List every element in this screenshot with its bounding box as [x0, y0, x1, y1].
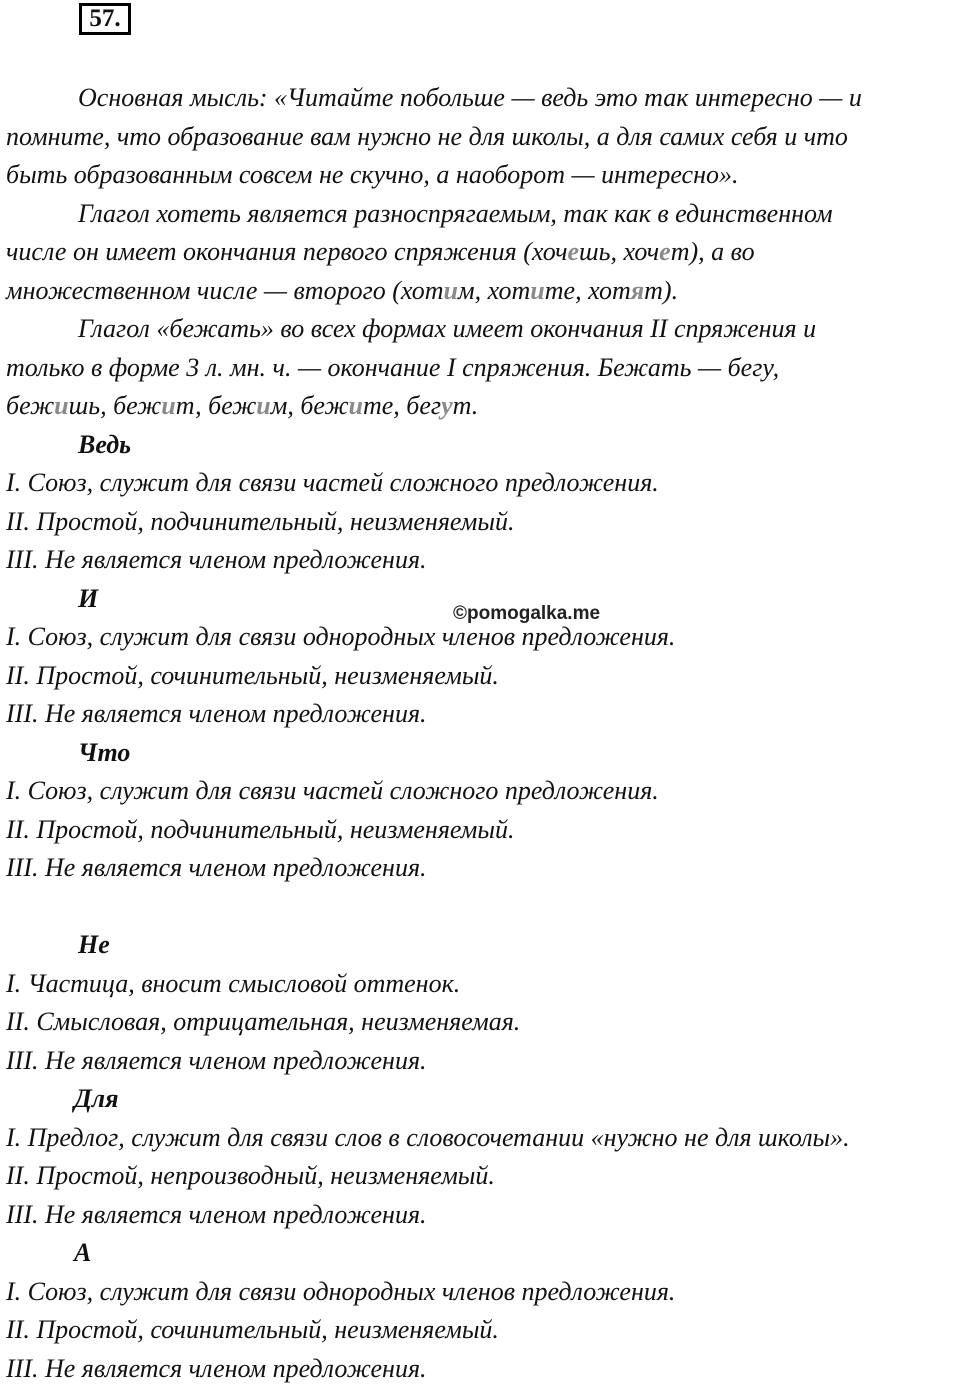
text-line: помните, что образование вам нужно не для школы, а для самих себя и что [6, 121, 848, 151]
analysis-line: II. Простой, непроизводный, неизменяемый. [6, 1161, 495, 1190]
ending-highlight: и [54, 391, 69, 420]
text-line: множественном числе — второго (хотим, хотите, хотят). [6, 275, 679, 305]
ending-highlight: и [530, 275, 545, 305]
analysis-line: III. Не является членом предложения. [6, 853, 427, 882]
ending-highlight: е [567, 237, 580, 266]
analysis-line: I. Союз, служит для связи однородных членов предложения. [6, 622, 676, 651]
analysis-line: I. Предлог, служит для связи слов в словосочетании «нужно не для школы». [6, 1122, 850, 1152]
analysis-line: III. Не является членом предложения. [6, 545, 427, 574]
ending-highlight: я [630, 275, 645, 305]
watermark: ©pomogalka.me [453, 603, 601, 624]
analysis-line: III. Не является членом предложения. [6, 1045, 427, 1075]
text-line: Глагол хотеть является разноспрягаемым, так как в единственном [78, 198, 833, 228]
section-heading: И [78, 583, 99, 613]
ending-highlight: е [659, 237, 671, 266]
text-line: только в форме 3 л. мн. ч. — окончание I спряжения. Бежать — бегу, [6, 352, 780, 382]
analysis-line: II. Простой, подчинительный, неизменяемый. [6, 814, 515, 844]
ending-highlight: и [348, 391, 363, 420]
section-heading: Что [78, 737, 131, 767]
exercise-number: 57. [79, 3, 131, 35]
text-line: Глагол «бежать» во всех формах имеет окончания II спряжения и [78, 314, 817, 343]
analysis-line: I. Союз, служит для связи частей сложного предложения. [6, 468, 659, 497]
text-line: бежишь, бежит, бежим, бежите, бегут. [6, 391, 479, 420]
analysis-line: II. Смысловая, отрицательная, неизменяемая. [6, 1007, 521, 1036]
document-body [6, 79, 956, 1388]
ending-highlight: и [256, 391, 271, 420]
analysis-line: III. Не является членом предложения. [6, 699, 427, 728]
text-line: числе он имеет окончания первого спряжения (хочешь, хочет), а во [6, 237, 755, 266]
analysis-line: I. Частица, вносит смысловой оттенок. [6, 968, 461, 998]
ending-highlight: у [441, 391, 453, 420]
analysis-line: II. Простой, сочинительный, неизменяемый. [6, 660, 499, 690]
analysis-line: III. Не является членом предложения. [6, 1353, 427, 1383]
section-heading: Ведь [78, 429, 132, 459]
analysis-line: II. Простой, сочинительный, неизменяемый. [6, 1315, 499, 1344]
analysis-line: II. Простой, подчинительный, неизменяемый. [6, 506, 515, 536]
ending-highlight: и [443, 275, 459, 305]
text-line: быть образованным совсем не скучно, а наоборот — интересно». [6, 160, 739, 189]
section-heading: Не [78, 930, 110, 959]
analysis-line: III. Не является членом предложения. [6, 1199, 427, 1229]
main-idea-line: Основная мысль: «Читайте побольше — ведь это так интересно — и [78, 83, 862, 112]
section-heading: Для [74, 1084, 119, 1113]
analysis-line: I. Союз, служит для связи однородных членов предложения. [6, 1276, 676, 1306]
ending-highlight: и [161, 391, 176, 420]
section-heading: А [74, 1238, 92, 1267]
analysis-line: I. Союз, служит для связи частей сложного предложения. [6, 776, 659, 805]
spacer [6, 888, 956, 927]
